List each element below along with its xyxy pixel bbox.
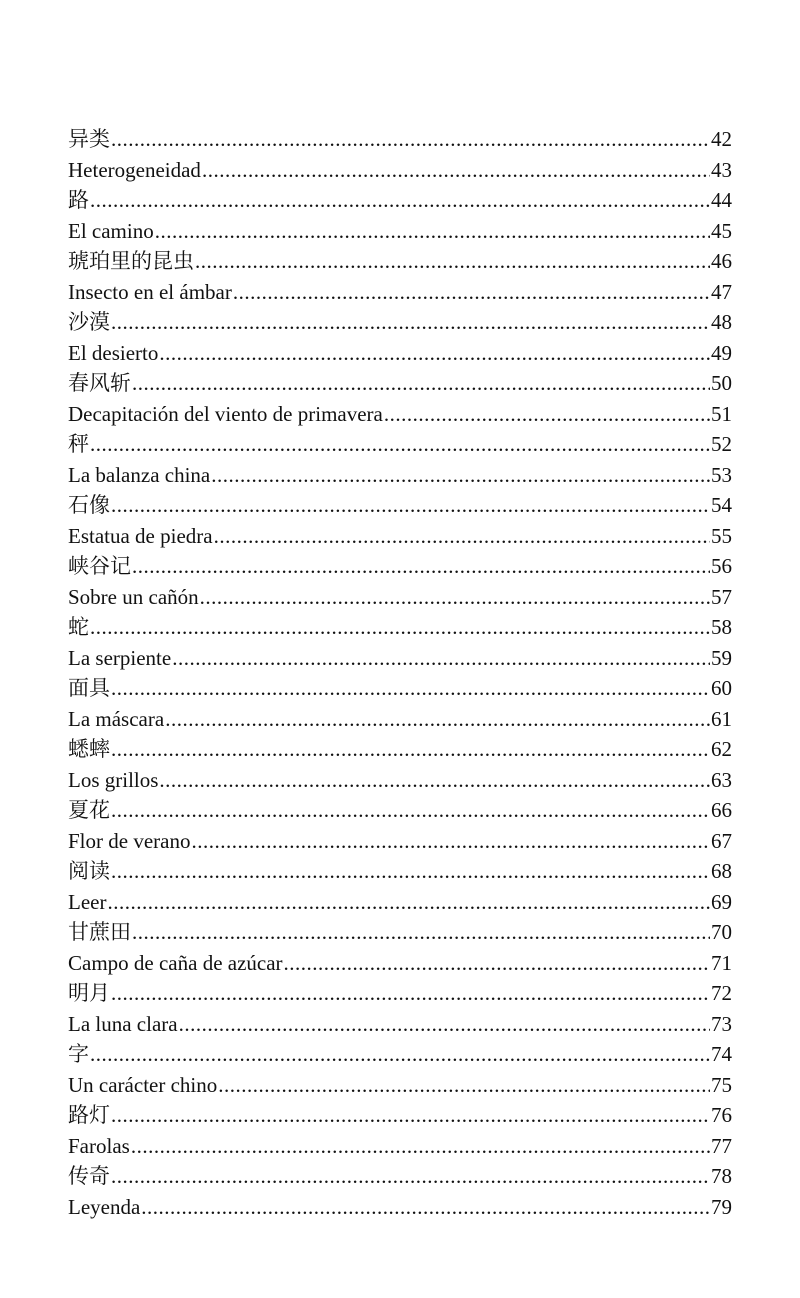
toc-entry-page-number: 63	[711, 767, 732, 792]
toc-entry-title: 明月	[68, 981, 110, 1005]
toc-entry-title: La serpiente	[68, 645, 172, 670]
dot-leader	[165, 704, 710, 735]
dot-leader	[111, 490, 710, 521]
toc-entry	[68, 490, 732, 521]
toc-entry-title: Leyenda	[68, 1194, 141, 1219]
toc-entry-title: 石像	[68, 493, 110, 517]
toc-entry-page-number: 60	[711, 676, 732, 700]
toc-entry	[68, 1131, 732, 1162]
toc-entry-page-number: 57	[711, 584, 732, 609]
toc-entry-page-number: 49	[711, 340, 732, 365]
dot-leader	[131, 1131, 710, 1162]
dot-leader	[111, 734, 710, 765]
toc-entry	[68, 1039, 732, 1070]
toc-entry	[68, 856, 732, 887]
toc-entry-title: 甘蔗田	[68, 920, 131, 944]
toc-entry	[68, 948, 732, 979]
dot-leader	[111, 307, 710, 338]
toc-entry-title: Campo de caña de azúcar	[68, 950, 283, 975]
toc-entry-page-number: 66	[711, 798, 732, 822]
dot-leader	[111, 978, 710, 1009]
toc-entry-page-number: 77	[711, 1133, 732, 1158]
toc-entry-page-number: 55	[711, 523, 732, 548]
toc-entry-page-number: 42	[711, 127, 732, 151]
dot-leader	[111, 795, 710, 826]
toc-entry-page-number: 70	[711, 920, 732, 944]
dot-leader	[191, 826, 710, 857]
toc-entry-title: 琥珀里的昆虫	[68, 249, 194, 273]
toc-entry-title: 传奇	[68, 1164, 110, 1188]
toc-entry-title: Un carácter chino	[68, 1072, 218, 1097]
dot-leader	[111, 1161, 710, 1192]
dot-leader	[132, 917, 710, 948]
dot-leader	[195, 246, 710, 277]
dot-leader	[90, 429, 710, 460]
toc-entry-title: Los grillos	[68, 767, 159, 792]
toc-entry-page-number: 68	[711, 859, 732, 883]
dot-leader	[384, 399, 710, 430]
dot-leader	[200, 582, 710, 613]
toc-entry	[68, 978, 732, 1009]
toc-entry-page-number: 54	[711, 493, 732, 517]
toc-entry	[68, 124, 732, 155]
toc-entry	[68, 1100, 732, 1131]
toc-entry-page-number: 76	[711, 1103, 732, 1127]
toc-entry	[68, 460, 732, 491]
dot-leader	[90, 1039, 710, 1070]
toc-entry-title: 面具	[68, 676, 110, 700]
toc-entry	[68, 643, 732, 674]
toc-entry-title: 春风斩	[68, 371, 131, 395]
toc-entry	[68, 704, 732, 735]
dot-leader	[202, 155, 710, 186]
toc-entry-page-number: 44	[711, 188, 732, 212]
toc-entry	[68, 765, 732, 796]
toc-entry-page-number: 59	[711, 645, 732, 670]
toc-entry	[68, 429, 732, 460]
toc-entry-title: Farolas	[68, 1133, 130, 1158]
toc-entry-title: Leer	[68, 889, 107, 914]
dot-leader	[132, 551, 710, 582]
toc-entry-title: Decapitación del viento de primavera	[68, 401, 383, 426]
toc-entry	[68, 399, 732, 430]
dot-leader	[214, 521, 710, 552]
toc-entry	[68, 1161, 732, 1192]
toc-entry-title: 路	[68, 188, 89, 212]
toc-entry	[68, 246, 732, 277]
dot-leader	[111, 124, 710, 155]
toc-entry	[68, 673, 732, 704]
toc-entry-page-number: 71	[711, 950, 732, 975]
toc-entry	[68, 1009, 732, 1040]
dot-leader	[111, 856, 710, 887]
toc-entry-title: 阅读	[68, 859, 110, 883]
toc-entry-page-number: 61	[711, 706, 732, 731]
toc-entry-page-number: 48	[711, 310, 732, 334]
toc-entry-title: 秤	[68, 432, 89, 456]
toc-entry	[68, 582, 732, 613]
dot-leader	[132, 368, 710, 399]
toc-entry	[68, 521, 732, 552]
toc-entry	[68, 551, 732, 582]
toc-entry-page-number: 74	[711, 1042, 732, 1066]
toc-entry-title: La balanza china	[68, 462, 211, 487]
toc-entry-title: Insecto en el ámbar	[68, 279, 232, 304]
toc-entry-title: Flor de verano	[68, 828, 191, 853]
dot-leader	[107, 887, 710, 918]
toc-entry	[68, 795, 732, 826]
toc-entry-title: Estatua de piedra	[68, 523, 213, 548]
dot-leader	[284, 948, 710, 979]
dot-leader	[90, 185, 710, 216]
dot-leader	[233, 277, 710, 308]
toc-entry	[68, 1070, 732, 1101]
toc-entry	[68, 887, 732, 918]
toc-entry-page-number: 43	[711, 157, 732, 182]
toc-entry-page-number: 50	[711, 371, 732, 395]
toc-entry-title: Heterogeneidad	[68, 157, 201, 182]
toc-entry	[68, 338, 732, 369]
toc-entry-page-number: 58	[711, 615, 732, 639]
toc-entry	[68, 1192, 732, 1223]
toc-entry-title: El desierto	[68, 340, 159, 365]
toc-entry-page-number: 51	[711, 401, 732, 426]
toc-entry-title: Sobre un cañón	[68, 584, 199, 609]
toc-entry-title: 峡谷记	[68, 554, 131, 578]
dot-leader	[155, 216, 710, 247]
toc-entry	[68, 826, 732, 857]
toc-entry	[68, 917, 732, 948]
toc-entry	[68, 277, 732, 308]
toc-entry-title: La luna clara	[68, 1011, 178, 1036]
toc-entry	[68, 216, 732, 247]
toc-entry	[68, 307, 732, 338]
dot-leader	[218, 1070, 710, 1101]
toc-entry-title: La máscara	[68, 706, 165, 731]
dot-leader	[159, 765, 710, 796]
toc-entry-title: 夏花	[68, 798, 110, 822]
toc-entry-page-number: 46	[711, 249, 732, 273]
dot-leader	[159, 338, 710, 369]
toc-entry	[68, 734, 732, 765]
dot-leader	[172, 643, 710, 674]
toc-entry-page-number: 56	[711, 554, 732, 578]
dot-leader	[111, 1100, 710, 1131]
toc-entry-page-number: 69	[711, 889, 732, 914]
toc-entry	[68, 185, 732, 216]
toc-entry-title: 字	[68, 1042, 89, 1066]
toc-entry-page-number: 52	[711, 432, 732, 456]
toc-entry-page-number: 62	[711, 737, 732, 761]
toc-entry	[68, 155, 732, 186]
toc-entry-title: 蛇	[68, 615, 89, 639]
table-of-contents	[68, 124, 732, 1222]
dot-leader	[111, 673, 710, 704]
dot-leader	[211, 460, 710, 491]
toc-entry-page-number: 45	[711, 218, 732, 243]
dot-leader	[90, 612, 710, 643]
dot-leader	[141, 1192, 710, 1223]
toc-entry-page-number: 79	[711, 1194, 732, 1219]
toc-entry	[68, 368, 732, 399]
toc-entry-page-number: 67	[711, 828, 732, 853]
toc-entry	[68, 612, 732, 643]
toc-entry-title: 异类	[68, 127, 110, 151]
toc-entry-title: 蟋蟀	[68, 737, 110, 761]
toc-entry-page-number: 73	[711, 1011, 732, 1036]
toc-entry-page-number: 47	[711, 279, 732, 304]
toc-entry-title: 沙漠	[68, 310, 110, 334]
toc-entry-page-number: 72	[711, 981, 732, 1005]
toc-entry-page-number: 78	[711, 1164, 732, 1188]
toc-entry-title: El camino	[68, 218, 154, 243]
toc-entry-page-number: 75	[711, 1072, 732, 1097]
dot-leader	[179, 1009, 710, 1040]
toc-entry-page-number: 53	[711, 462, 732, 487]
toc-entry-title: 路灯	[68, 1103, 110, 1127]
